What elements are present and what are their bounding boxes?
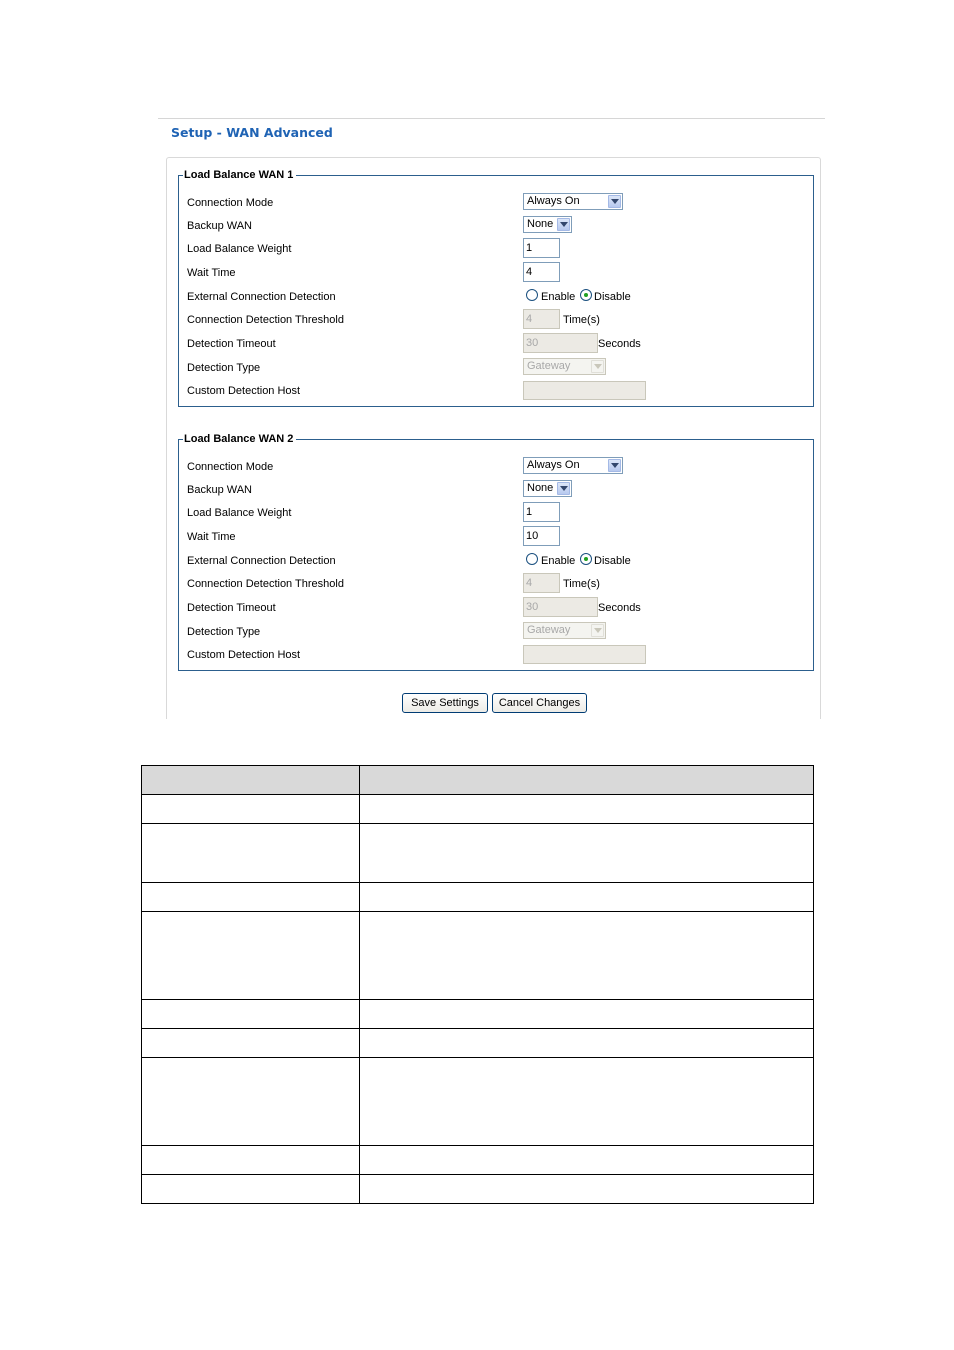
wan2-backup-wan-select[interactable]: None <box>523 480 572 497</box>
wan1-weight-row <box>187 238 813 258</box>
table-row <box>142 912 814 1000</box>
table-row <box>142 1058 814 1146</box>
table-cell <box>360 883 814 912</box>
table-row <box>142 883 814 912</box>
description-table <box>141 765 814 1204</box>
table-cell <box>142 1000 360 1029</box>
chevron-down-icon <box>591 360 604 373</box>
wan1-timeout-row <box>187 333 813 353</box>
detection-type-label: Detection Type <box>187 362 261 374</box>
threshold-unit: Time(s) <box>563 578 600 590</box>
page-title: Setup - WAN Advanced <box>171 125 333 140</box>
wan1-disable-radio[interactable] <box>580 289 592 301</box>
wan2-threshold-input[interactable]: 4 <box>523 573 560 593</box>
wan1-wait-time-input[interactable]: 4 <box>523 262 560 282</box>
detection-threshold-label: Connection Detection Threshold <box>187 314 344 326</box>
wan2-wait-time-input[interactable]: 10 <box>523 526 560 546</box>
table-row <box>142 824 814 883</box>
table-row <box>142 1029 814 1058</box>
connection-mode-label: Connection Mode <box>187 461 274 473</box>
table-cell <box>360 1029 814 1058</box>
load-balance-weight-label: Load Balance Weight <box>187 507 292 519</box>
wan2-timeout-row <box>187 597 813 617</box>
wan1-timeout-input[interactable]: 30 <box>523 333 598 353</box>
wan2-weight-row <box>187 502 813 522</box>
detection-type-label: Detection Type <box>187 626 261 638</box>
external-detection-label: External Connection Detection <box>187 291 336 303</box>
cancel-changes-button[interactable]: Cancel Changes <box>492 693 587 713</box>
custom-host-label: Custom Detection Host <box>187 649 301 661</box>
wan1-threshold-row <box>187 309 813 329</box>
chevron-down-icon <box>608 195 621 208</box>
disable-radio-label: Disable <box>594 291 631 303</box>
wan2-weight-input[interactable]: 1 <box>523 502 560 522</box>
table-cell <box>142 766 360 795</box>
chevron-down-icon <box>557 218 570 231</box>
wan2-backup-wan-row <box>187 480 813 500</box>
table-cell <box>142 824 360 883</box>
table-cell <box>142 795 360 824</box>
backup-wan-label: Backup WAN <box>187 484 253 496</box>
wan1-backup-wan-select[interactable]: None <box>523 216 572 233</box>
table-row <box>142 1000 814 1029</box>
wan2-external-detection-row <box>187 551 813 571</box>
wan1-threshold-input[interactable]: 4 <box>523 309 560 329</box>
table-cell <box>360 1175 814 1204</box>
wan1-weight-input[interactable]: 1 <box>523 238 560 258</box>
wan1-enable-radio[interactable] <box>526 289 538 301</box>
wan1-custom-host-input[interactable] <box>523 381 646 400</box>
wan1-wait-time-row <box>187 262 813 282</box>
table-cell <box>360 824 814 883</box>
chevron-down-icon <box>591 624 604 637</box>
load-balance-weight-label: Load Balance Weight <box>187 243 292 255</box>
wan2-wait-time-row <box>187 526 813 546</box>
backup-wan-label: Backup WAN <box>187 220 253 232</box>
wan2-disable-radio[interactable] <box>580 553 592 565</box>
wait-time-label: Wait Time <box>187 267 236 279</box>
wan1-detection-type-select[interactable]: Gateway <box>523 358 606 375</box>
wan1-detection-type-row <box>187 358 813 378</box>
wan2-connection-mode-select[interactable]: Always On <box>523 457 623 474</box>
chevron-down-icon <box>608 459 621 472</box>
wan2-legend: Load Balance WAN 2 <box>183 432 296 446</box>
disable-radio-label: Disable <box>594 555 631 567</box>
detection-timeout-label: Detection Timeout <box>187 338 276 350</box>
connection-mode-label: Connection Mode <box>187 197 274 209</box>
table-cell <box>142 912 360 1000</box>
top-divider <box>158 118 825 119</box>
wan1-connection-mode-select[interactable]: Always On <box>523 193 623 210</box>
table-cell <box>142 1146 360 1175</box>
timeout-unit: Seconds <box>598 602 641 614</box>
table-row <box>142 795 814 824</box>
table-cell <box>142 883 360 912</box>
table-row <box>142 1175 814 1204</box>
save-settings-button[interactable]: Save Settings <box>402 693 488 713</box>
table-cell <box>360 766 814 795</box>
table-cell <box>360 1000 814 1029</box>
wan1-connection-mode-row <box>187 193 813 213</box>
table-header-row <box>142 766 814 795</box>
table-cell <box>360 1058 814 1146</box>
wan2-threshold-row <box>187 573 813 593</box>
table-row <box>142 1146 814 1175</box>
wan1-backup-wan-row <box>187 216 813 236</box>
external-detection-label: External Connection Detection <box>187 555 336 567</box>
enable-radio-label: Enable <box>541 291 576 303</box>
wan2-enable-radio[interactable] <box>526 553 538 565</box>
table-cell <box>142 1175 360 1204</box>
enable-radio-label: Enable <box>541 555 576 567</box>
chevron-down-icon <box>557 482 570 495</box>
wan2-timeout-input[interactable]: 30 <box>523 597 598 617</box>
wan1-fieldset <box>178 169 814 407</box>
wan2-detection-type-select[interactable]: Gateway <box>523 622 606 639</box>
table-cell <box>360 795 814 824</box>
wan1-custom-host-row <box>187 381 813 401</box>
table-cell <box>360 1146 814 1175</box>
table-cell <box>142 1029 360 1058</box>
timeout-unit: Seconds <box>598 338 641 350</box>
wan2-detection-type-row <box>187 622 813 642</box>
table-cell <box>360 912 814 1000</box>
detection-timeout-label: Detection Timeout <box>187 602 276 614</box>
wait-time-label: Wait Time <box>187 531 236 543</box>
table-cell <box>142 1058 360 1146</box>
threshold-unit: Time(s) <box>563 314 600 326</box>
detection-threshold-label: Connection Detection Threshold <box>187 578 344 590</box>
wan2-custom-host-row <box>187 645 813 665</box>
wan2-connection-mode-row <box>187 457 813 477</box>
wan2-custom-host-input[interactable] <box>523 645 646 664</box>
wan1-external-detection-row <box>187 287 813 307</box>
custom-host-label: Custom Detection Host <box>187 385 301 397</box>
wan2-fieldset <box>178 433 814 671</box>
wan1-legend: Load Balance WAN 1 <box>183 168 296 182</box>
